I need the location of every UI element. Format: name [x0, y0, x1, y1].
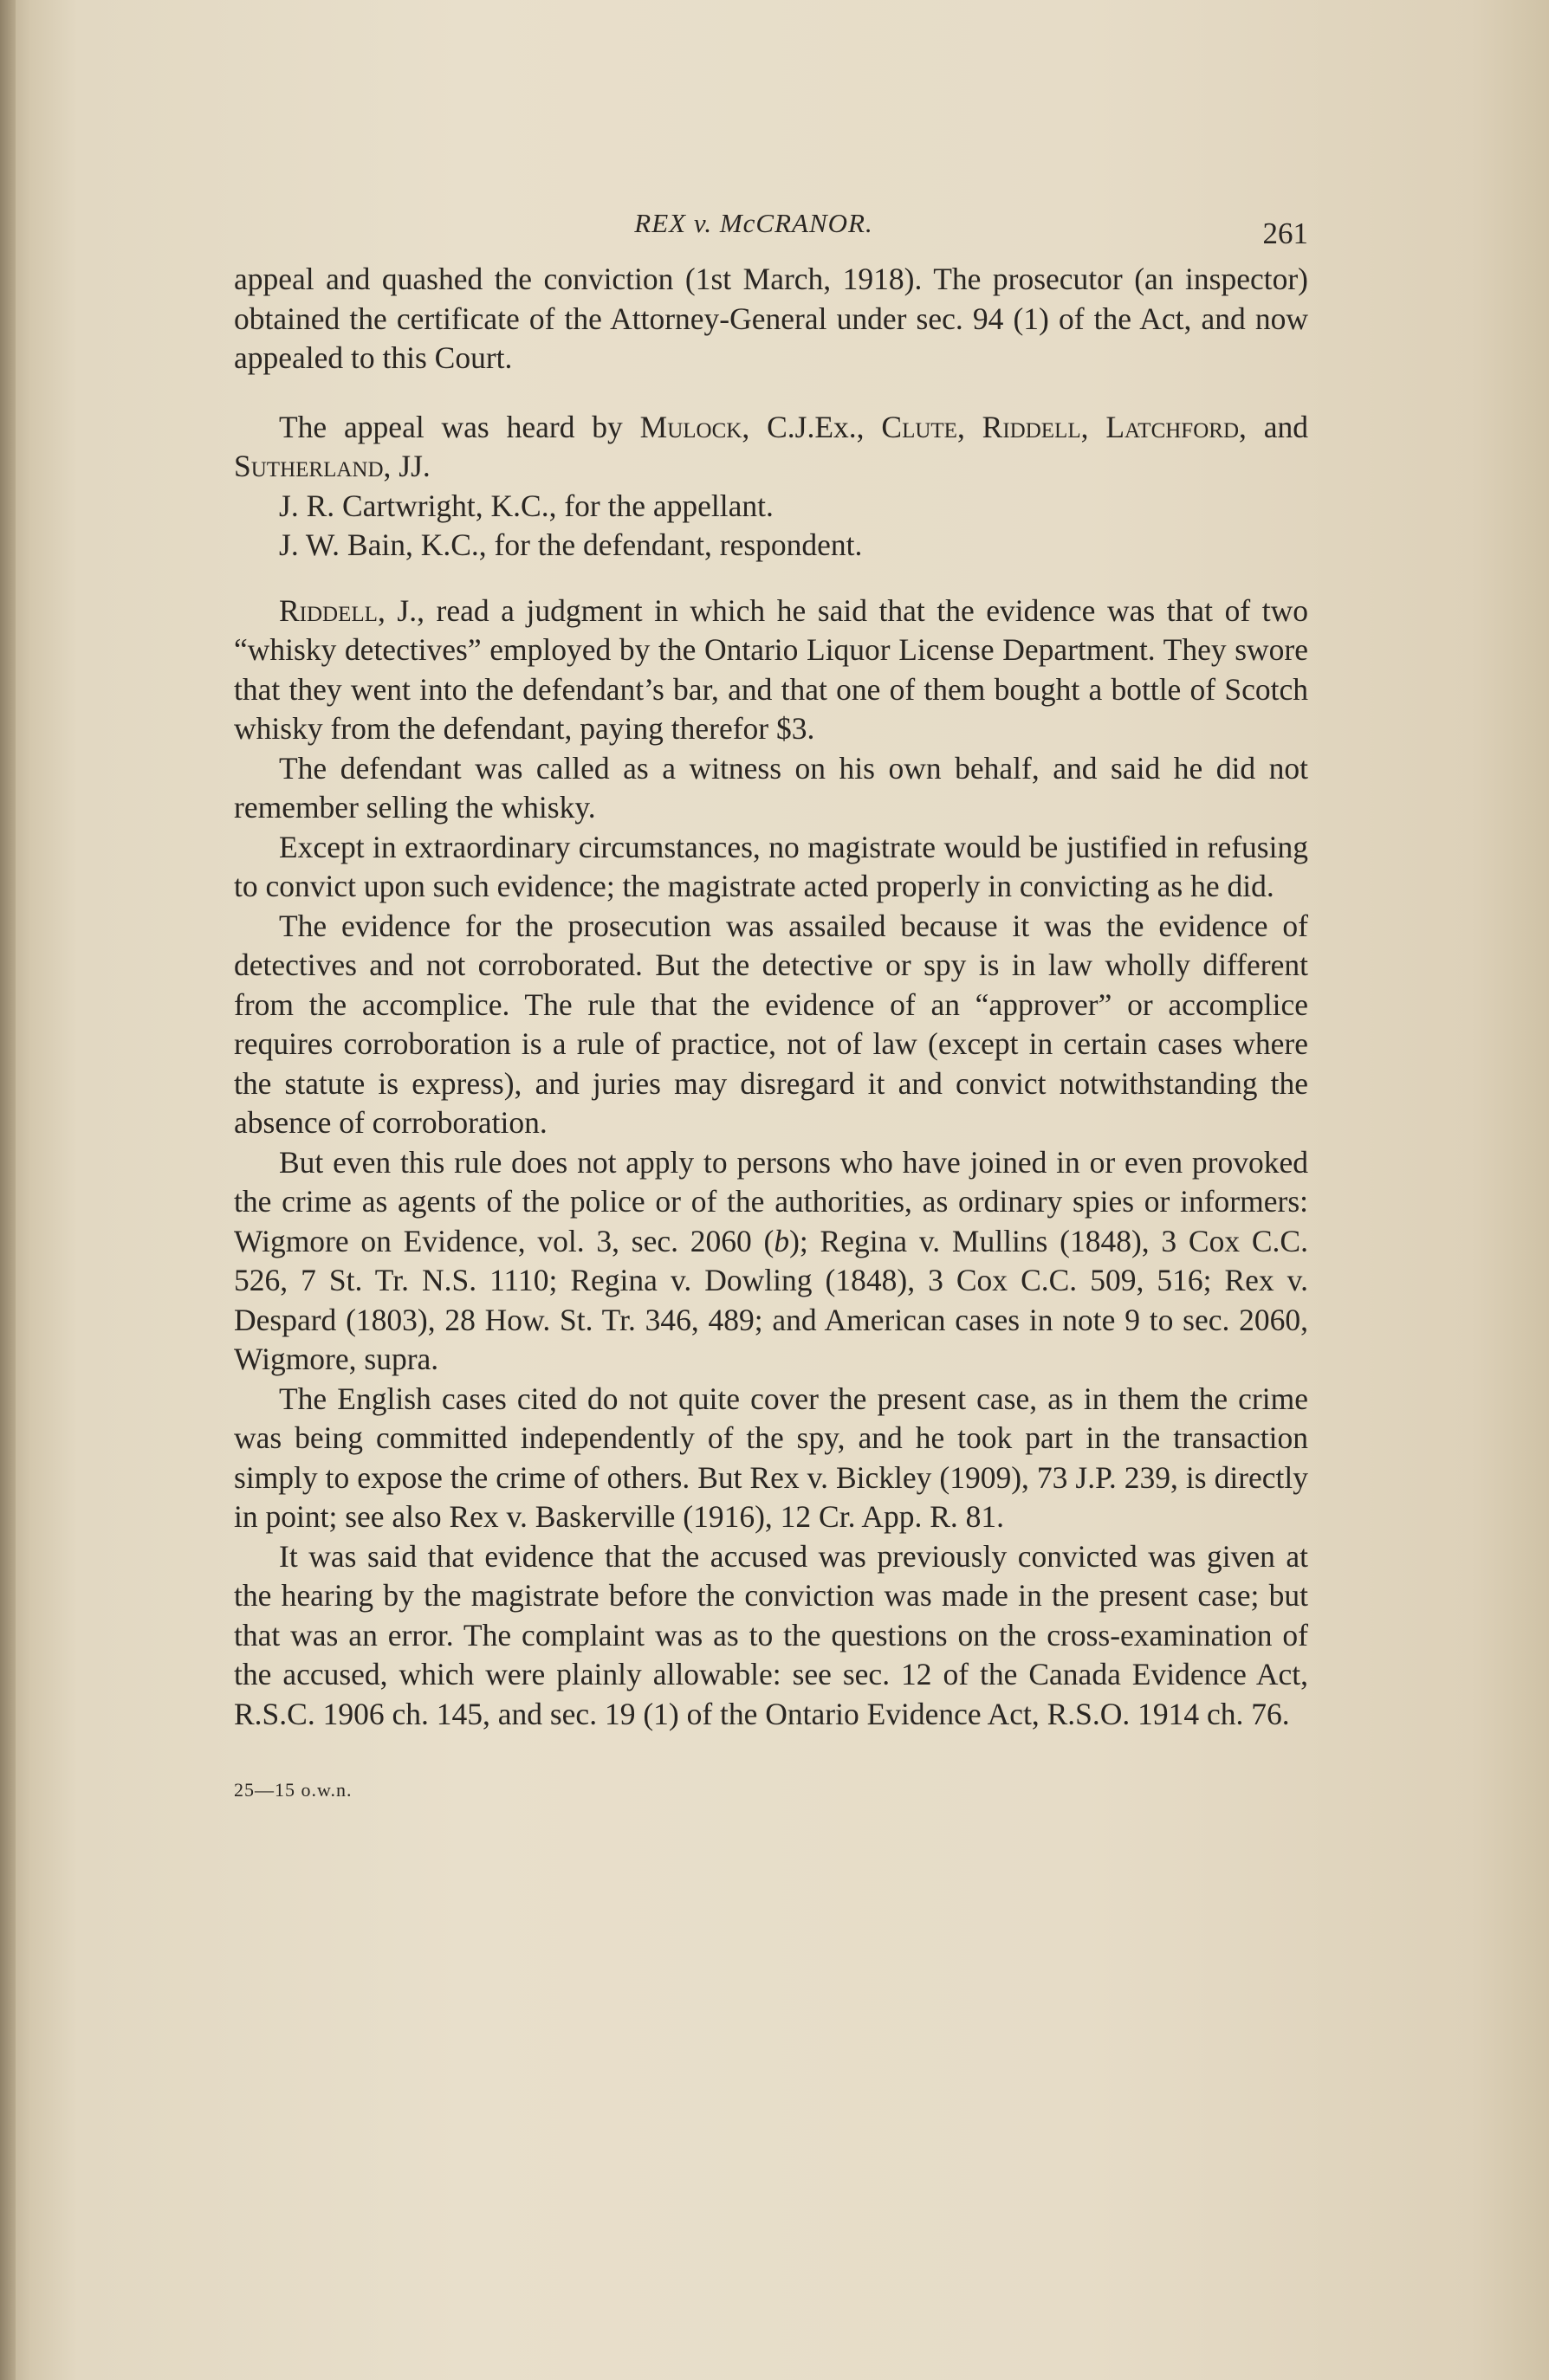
authorities-italic-b: b [774, 1223, 790, 1258]
page-number: 261 [1262, 217, 1308, 250]
judge-mulock: Mulock [639, 409, 742, 444]
judge-sutherland: Sutherland [234, 449, 384, 483]
book-spine-shadow [0, 0, 16, 2380]
paragraph-english-cases: The English cases cited do not quite cover the present case, as in them the crime was being committed independently of the spy, and he took part in the transaction simply to expose the crime of others. But Rex v. Bickley (1909), 73 J.P. 239, is directly in point; see also Rex v. Baskerville (1916), 12 Cr. App. R. 81. [234, 1381, 1308, 1534]
bench-sep-2: , [956, 409, 982, 444]
bench-sep-4: , and [1239, 409, 1308, 444]
paragraph-judgment-intro [234, 592, 1308, 749]
authorities-text-2: ); Regina v. Mullins (1848), 3 Cox C.C. 526, 7 St. Tr. N.S. 1110; Regina v. Dowling (1848), 3 Cox C.C. 509, 516; Rex v. Despard (1803), 28 How. St. Tr. 346, 489; and American cases in note 9 to sec. 2060, Wigmore, supra. [234, 1223, 1308, 1376]
judge-latchford: Latchford [1105, 409, 1239, 444]
paragraph-1: appeal and quashed the conviction (1st March, 1918). The prosecutor (an inspector) obtained the certificate of the Attorney-General under sec. 94 (1) of the Act, and now appealed to this Court. [234, 262, 1308, 375]
paragraph-defendant-testimony: The defendant was called as a witness on his own behalf, and said he did not remember selling the whisky. [234, 750, 1308, 825]
paragraph-bench [234, 408, 1308, 487]
judge-clute: Clute [881, 409, 957, 444]
bench-end: , JJ. [383, 449, 431, 483]
page-header [234, 199, 1308, 260]
judgment-intro-text: , J., read a judgment in which he said that the evidence was that of two “whisky detectives” employed by the Ontario Liquor License Department. They swore that they went into the defendant’s bar, and that one of them bought a bottle of Scotch whisky from the defendant, paying therefor $3. [234, 592, 1308, 746]
judge-name-riddell: Riddell [279, 592, 378, 628]
running-head: REX v. McCRANOR. [634, 208, 873, 238]
bench-sep-3: , [1080, 409, 1106, 444]
counsel-appellant: J. R. Cartwright, K.C., for the appellant. [279, 488, 774, 523]
body-text [234, 260, 1308, 1734]
authorities-text-1: But even this rule does not apply to persons who have joined in or even provoked the crime as agents of the police or of the authorities, as ordinary spies or informers: Wigmore on Evidence, vol. 3, sec. 2060 ( [234, 1144, 1308, 1258]
signature-mark: 25—15 o.w.n. [234, 1779, 353, 1801]
bench-intro: The appeal was heard by [279, 409, 640, 444]
judge-riddell: Riddell [982, 409, 1081, 444]
page-content [234, 199, 1308, 1801]
bench-sep-1: , C.J.Ex., [742, 409, 882, 444]
paragraph-magistrate: Except in extraordinary circumstances, no magistrate would be justified in refusing to convict upon such evidence; the magistrate acted properly in convicting as he did. [234, 829, 1308, 903]
paragraph-authorities [234, 1143, 1308, 1380]
paragraph-prior-conviction: It was said that evidence that the accused was previously convicted was given at the hearing by the magistrate before the conviction was made in the present case; but that was an error. The complaint was as to the questions on the cross-examination of the accused, which were plainly allowable: see sec. 12 of the Canada Evidence Act, R.S.C. 1906 ch. 145, and sec. 19 (1) of the Ontario Evidence Act, R.S.O. 1914 ch. 76. [234, 1538, 1308, 1731]
paragraph-corroboration: The evidence for the prosecution was assailed because it was the evidence of detectives and not corroborated. But the detective or spy is in law wholly different from the accomplice. The rule that the evidence of an “approver” or accomplice requires corroboration is a rule of practice, not of law (except in certain cases where the statute is express), and juries may disregard it and convict notwithstanding the absence of corroboration. [234, 908, 1308, 1140]
counsel-respondent: J. W. Bain, K.C., for the defendant, respondent. [279, 527, 863, 562]
